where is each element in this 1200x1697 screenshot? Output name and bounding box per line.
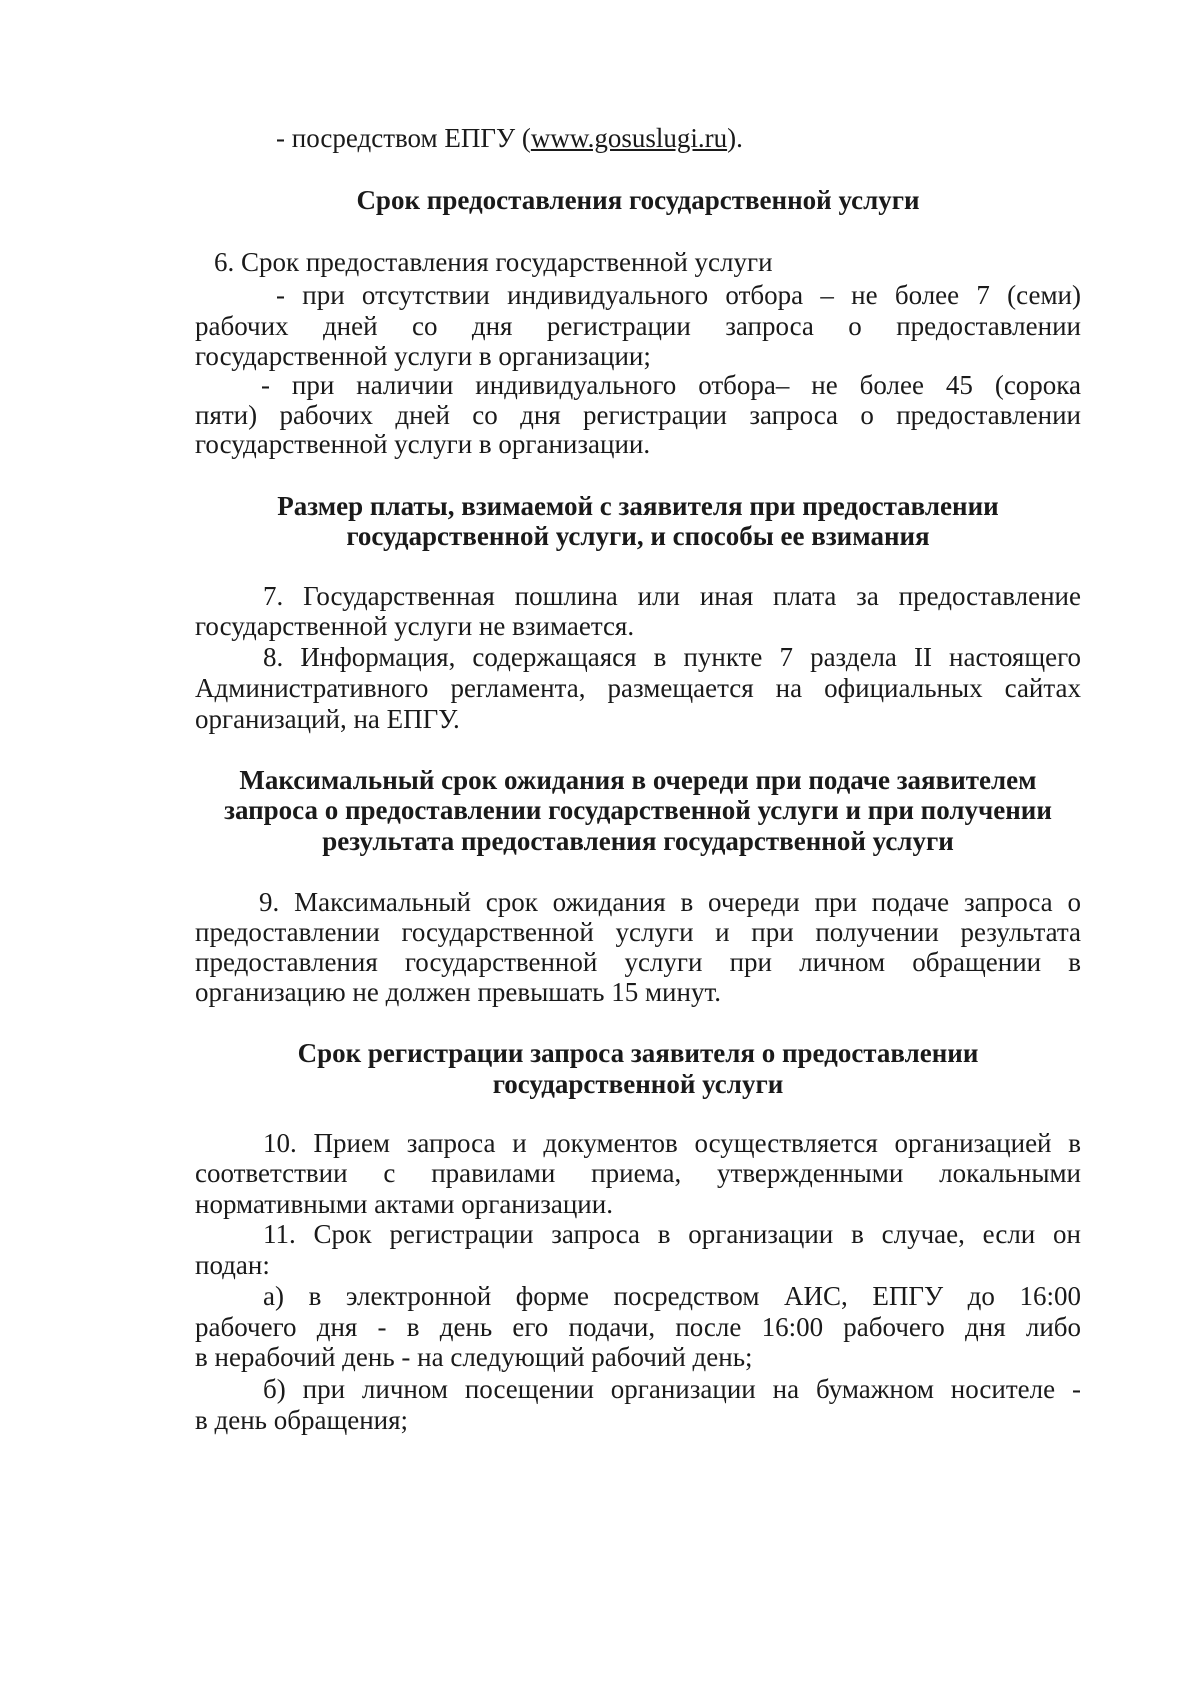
- p10-line3: нормативными актами организации.: [195, 1189, 613, 1219]
- heading-service-term: Срок предоставления государственной услуги: [356, 185, 920, 215]
- p11-b-line2: в день обращения;: [195, 1405, 409, 1435]
- p6-b2-line3: государственной услуги в организации.: [195, 429, 651, 459]
- heading-queue-line3: результата предоставления государственной услуги: [322, 826, 954, 856]
- p6-b2-line1: - при наличии индивидуального отбора– не более 45 (сорока: [261, 370, 1081, 400]
- p8-line2: Административного регламента, размещается на официальных сайтах: [195, 673, 1081, 703]
- heading-fee-line1: Размер платы, взимаемой с заявителя при предоставлении: [277, 491, 999, 521]
- heading-fee-line2: государственной услуги, и способы ее взимания: [346, 521, 930, 551]
- p11-a-line1: а) в электронной форме посредством АИС, ЕПГУ до 16:00: [263, 1281, 1081, 1311]
- p11-a-line3: в нерабочий день - на следующий рабочий день;: [195, 1342, 753, 1372]
- bullet-epgu-prefix: - посредством ЕПГУ (: [276, 123, 531, 153]
- p7-line2: государственной услуги не взимается.: [195, 611, 635, 641]
- p11-a-line2: рабочего дня - в день его подачи, после 16:00 рабочего дня либо: [195, 1312, 1081, 1342]
- p7-line1: 7. Государственная пошлина или иная плата за предоставление: [263, 581, 1081, 611]
- p8-line1: 8. Информация, содержащаяся в пункте 7 раздела II настоящего: [263, 642, 1081, 672]
- heading-queue-line1: Максимальный срок ожидания в очереди при подаче заявителем: [239, 765, 1037, 795]
- heading-registration-line1: Срок регистрации запроса заявителя о предоставлении: [297, 1038, 979, 1068]
- p6-b1-line2: рабочих дней со дня регистрации запроса о предоставлении: [195, 311, 1081, 341]
- p11-line1: 11. Срок регистрации запроса в организации в случае, если он: [263, 1219, 1081, 1249]
- bullet-epgu-suffix: ).: [727, 123, 743, 153]
- p10-line2: соответствии с правилами приема, утвержденными локальными: [195, 1158, 1081, 1188]
- heading-registration-line2: государственной услуги: [492, 1069, 784, 1099]
- p9-line1: 9. Максимальный срок ожидания в очереди при подаче запроса о: [259, 887, 1081, 917]
- p10-line1: 10. Прием запроса и документов осуществляется организацией в: [263, 1128, 1081, 1158]
- heading-queue-line2: запроса о предоставлении государственной услуги и при получении: [224, 795, 1052, 825]
- p6-b1-line1: - при отсутствии индивидуального отбора – не более 7 (семи): [276, 280, 1081, 310]
- p9-line4: организацию не должен превышать 15 минут.: [195, 977, 721, 1007]
- p9-line2: предоставлении государственной услуги и при получении результата: [195, 917, 1081, 947]
- p6-b1-line3: государственной услуги в организации;: [195, 341, 651, 371]
- p9-line3: предоставления государственной услуги при личном обращении в: [195, 947, 1081, 977]
- gosuslugi-link[interactable]: www.gosuslugi.ru: [530, 123, 728, 153]
- p11-line2: подан:: [195, 1250, 270, 1280]
- p8-line3: организаций, на ЕПГУ.: [195, 704, 460, 734]
- p6-intro: 6. Срок предоставления государственной услуги: [214, 247, 773, 277]
- p11-b-line1: б) при личном посещении организации на бумажном носителе -: [263, 1374, 1081, 1404]
- p6-b2-line2: пяти) рабочих дней со дня регистрации запроса о предоставлении: [195, 400, 1081, 430]
- bullet-epgu: [276, 122, 976, 155]
